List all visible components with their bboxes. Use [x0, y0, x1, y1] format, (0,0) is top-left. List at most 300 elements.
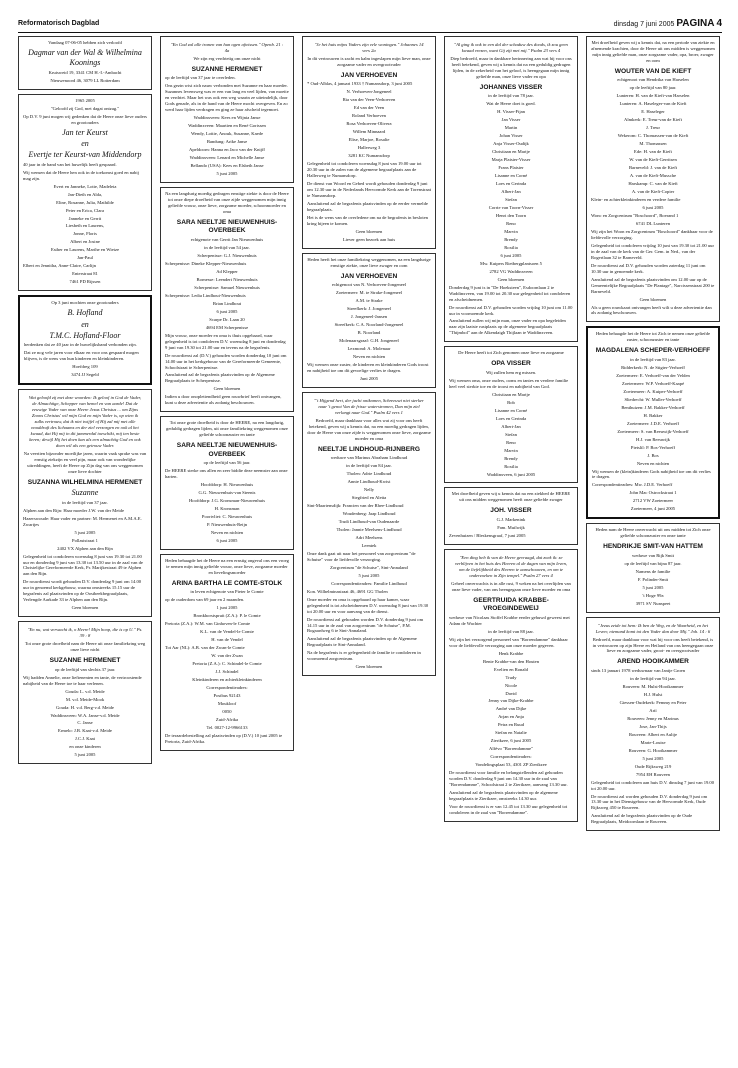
detail-text: Zoetermeer, 4 juni 2005 [630, 506, 676, 512]
detail-text: 7954 EH Rouveen [636, 771, 670, 777]
detail-text: 6 juni 2005 [642, 204, 664, 210]
detail-text: Zoetermeer: E. Verhoeff-van der Velden [616, 372, 690, 378]
detail-text: Zevenhuizen / Bleskensgraaf, 7 juni 2005 [449, 532, 526, 538]
announcement [302, 36, 436, 249]
detail-text: A.M. te Strake [355, 298, 383, 304]
deceased-name: SUZANNE HERMENET [191, 65, 263, 73]
detail-text: Nicole [504, 682, 518, 688]
deceased-name: en [81, 319, 89, 329]
detail-text: 2402 VX Alphen aan den Rijn [57, 545, 113, 551]
intro-text: Diep bedroefd, maar in dankbare herinnering aan wat hij voor ons heeft betekend, geven wij u kennis dat na een geduldig gedragen lijden, in de zekerheid van het geloof, is heengegaan mijn innig geliefde man, onze lieve vader en opa [450, 55, 572, 79]
detail-text: Tholen: Adrie Lindhoud [346, 471, 392, 477]
detail-text: De HEERE sterke ons allen en zeer biddie deze neemster aan onze harten. [165, 468, 288, 480]
detail-text: Bornesse: Leendert Nieuwenhuis [196, 276, 258, 282]
detail-text: 3474 JJ Segeld [71, 372, 99, 378]
detail-text: Gelegenheid tot condoleren woensdag 8 juni van 19.30 tot 21.00 uur en donderdag 9 juni van 13.30 tot 13.50 uur in de zaal van de Christelijke Gereformeerde Kerk, Pr. Marijkestraat 49 te Alphen aan den Rijn. [23, 553, 143, 577]
detail-text: echtgenote van Gerrit Jan Nieuwenhuis [190, 237, 264, 243]
detail-text: J.C.J. Kaat [75, 736, 95, 742]
detail-text: Scherpenisse: G.J. Nieuwenhuis [197, 252, 257, 258]
detail-text: Het is de wens van de overledene om na de begrafenis in besloten kring bijeen te komen. [307, 214, 428, 226]
detail-text: 6 juni 2005 [216, 308, 238, 314]
detail-text: Tot Aar (NL): A.B. van der Zwan-le Comte [165, 645, 245, 651]
intro-text: Heden heeft het onze familiekring weggenomen, na een langdurige ernstige ziekte, onze lieve zwager en oom [307, 256, 431, 268]
deceased-name: WOUTER VAN DE KIEFT [614, 67, 692, 75]
detail-text: Zoetermeer: S. van Reeuwijk-Verhoeff [617, 428, 689, 434]
detail-text: Giessen-Oudekerk: Femmy en Peter [619, 699, 687, 705]
detail-text: Hoofddorp: H. Nieuwenhuis [200, 482, 254, 488]
detail-text: Roland Verhoeven [352, 113, 386, 119]
detail-text: Kon. Wilhelminastraat 46, 4691 GG Tholen [307, 588, 388, 594]
detail-text: Aansluitend zal de begrafenis plaatsvinden op de Oude Begraafplaats, Meidoornlaan te Rouveen. [591, 813, 693, 825]
detail-text: Marie-Louise [640, 739, 666, 745]
detail-text: Molenaarsgraaf: G.H. Jongeneel [339, 338, 399, 344]
deceased-name: JAN VERHOEVEN [340, 272, 398, 280]
detail-text: Bandung: Arike Janse [206, 139, 248, 145]
detail-text: 0050 [222, 709, 232, 714]
detail-text: Waddinxveen: Lenard en Michelle Janse [189, 155, 265, 161]
intro-text: "Geloofd zij God, met dagat ontzag." [50, 105, 120, 111]
detail-text: H.J. Hulst [643, 691, 663, 697]
detail-text: Wij wensen dat de Heere hen ook in de toekomst goed en nabij mag zijn. [23, 169, 139, 181]
detail-text: Tel. 0027-12-9966133 [206, 724, 248, 730]
detail-text: De rouwdienst zal D.V. gehouden worden vrijdag 10 juni om 11.00 uur in voornoemde kerk. [449, 304, 573, 316]
detail-text: Stefan en Natalie [495, 730, 527, 736]
detail-text: op de leeftijd van 80 jaar. [629, 85, 677, 91]
detail-text: De rouwdienst zal D.V. gehouden worden zaterdag 11 juni om 10.30 uur in genoemde kerk. [591, 262, 706, 274]
detail-text: A. van de Kieft-Copier [631, 189, 675, 194]
intro-text: Heden nam de Heere onverwacht uit ons midden tot Zich onze geliefde schoonzuster en onze tante [595, 527, 711, 539]
detail-text: Reno [506, 220, 516, 226]
detail-text: Waddinxveen, 6 juni 2005 [486, 471, 536, 477]
intro-text: De Heere heeft tot Zich genomen onze lieve en zorgzame [458, 350, 564, 356]
detail-text: M. Thomassen [639, 141, 667, 147]
detail-text: De rouwdienst zal (D.V.) gehouden worden donderdag 10 juni om 14.00 uur in het kerkgebouw van de Gereformeerde Gemeente, Schoolstraat te Scherpenisse. [165, 352, 287, 370]
intro-text: Tot onze grote droefheid is door de HEERE, na een langdurig, geduldig gedragen lijden, uit onze familiekring weggenomen onze geliefde schoonzuster en tante [166, 420, 288, 438]
detail-text: Indien u door onoplettendheid geen rouwbrief heeft ontvangen, kunt u deze advertentie als zodanig beschouwen. [165, 394, 282, 406]
detail-text: Jenny van Dijke-Krabbe [488, 698, 534, 704]
detail-text: Ad Klepper [216, 268, 238, 274]
detail-text: Eline, Rosanne, Julia, Mathilde [56, 199, 114, 205]
detail-text: Wij zijn het verzorgend personeel van "Borrendamme" dankbaar voor de liefdevolle verzorging aan onze moeder gegeven. [449, 636, 568, 648]
detail-text: Apeldoorn: Hanna en Jaco van der Knijff [189, 147, 265, 153]
deceased-name: T.M.C. Hofland-Floor [49, 330, 121, 340]
detail-text: echtgenoot van Hendrika van Harselen [617, 77, 689, 83]
detail-text: Benie Krabbe-van den Houten [483, 658, 539, 664]
detail-text: Rouveen: G. Hooikammer [628, 747, 678, 753]
detail-text: 5 juni 2005 [74, 752, 96, 758]
detail-text: Scherpenisse: Samuel Nieuwenhuis [194, 284, 260, 290]
detail-text: Pietslil: P. Bos-Verhoeff [630, 444, 676, 450]
detail-text: Zoetermeer: W.P. Verhoeff-Kaapé [621, 380, 685, 386]
detail-text: De rouwdienst zal worden gehouden D.V. donderdag 9 juni om 13.30 uur in het Dienstgebouw van de Hervormde Kerk, Oude Rijksweg 450 te Rouveen. [591, 793, 708, 811]
intro-text: Na een langdurig moedig gedragen ernstige ziekte is door de Heere tot onze diepe droefheid van onze zijde weggenomen mijn innig geliefde vrouw, onze lieve, zorgzame moeder, schoonmoeder en oma [165, 191, 289, 214]
announcement [160, 554, 294, 751]
announcement [586, 617, 720, 832]
verse: "Een ding heb ik van de Heere gevraagd, dat zoek ik: ze verblijven in het huis des Heeren al de dagen van mijn leven, om de liefelijkheid des Heeren te aanschouwen, en om te onderzoeken in Zijn tempel." Psalm 27 vers 4 [454, 554, 568, 578]
detail-text: Rouveen: M. Hulst-Hooikammer [622, 683, 684, 689]
detail-text: Bronkhorstspruit (Z.A.): P. le Comte [193, 613, 261, 619]
detail-text: Almkerk: E. Treur-van de Kieft [624, 117, 682, 123]
deceased-name: MAGDALENA SCHEPER-VERHOEFF [595, 347, 711, 355]
detail-text: E. Haseleger [641, 109, 665, 115]
detail-text: David [505, 690, 517, 696]
detail-text: Gelegenheid tot condoleren woensdag 8 juni van 19.00 uur tot 20.30 uur in de zalen van de algemene begraafplaats aan de Hallerweg te Numansdorp. [307, 161, 422, 179]
detail-text: J. Bos [647, 452, 659, 458]
detail-text: Streefkerk: J. Jongeneel [346, 306, 391, 312]
detail-text: en onze kinderen [69, 744, 101, 750]
detail-text: Zorgcentrum "de Schutse", Sint-Annaland [330, 564, 408, 570]
announcement [586, 326, 720, 519]
detail-text: Sint-Maartensdijk: Francien van der Rhee-Lindhoud [307, 503, 404, 508]
detail-text: C. Janse [77, 720, 93, 726]
detail-text: Anja Visser-Oudijk [493, 141, 529, 147]
detail-text: Evert en Janneke, Lotte, Madeleia [53, 183, 117, 189]
detail-text: Wij wensen de (klein)kinderen Gods nabijheid toe om dit verlies te dragen. [592, 468, 711, 480]
detail-text: Henri den Toorn [495, 212, 527, 218]
detail-text: Kleinkinderen en achterkleinkinderen [192, 677, 262, 683]
detail-text: 40 jaar in de band van het huwelijk heeft gespaard. [23, 161, 117, 167]
detail-text: Pretoria (Z.A.): W.M. van Ginhoven-le Comte [165, 621, 251, 627]
detail-text: Gelegenheid tot condoleren vrijdag 10 juni van 19.30 tot 21.00 uur in de zaal van de kerk van de Ger. Gem. in Ned., van der Rogertlaan 32 te Barneveld. [591, 242, 714, 260]
verse: "Je het huis mijns Vaders zijn vele woningen." Johannes 14 vers 2a [314, 42, 424, 53]
detail-text: Marja Plaisier-Visser [491, 157, 531, 163]
detail-text: Wij wensen oma, onze ouders, ooms en tantes en verdere familie heel veel sterkte toe en de troost en nabijheid van God. [449, 377, 569, 389]
detail-text: Neven en nichten [210, 530, 244, 536]
intro-text: Tot onze grote droefheid nam de Heere uit onze familiekring weg onze lieve nicht [24, 641, 146, 653]
detail-text: in de leeftijd van 83 jaar. [630, 356, 676, 362]
detail-text: Juni 2005 [360, 375, 378, 381]
detail-text: Rouveen: Albert en Aultje [628, 731, 678, 737]
detail-text: Janneke en Gerrit [68, 215, 102, 221]
deceased-name: JAN VERHOEVEN [340, 71, 398, 79]
detail-text: Namens de familie [635, 568, 671, 574]
intro-text: Vandaag 07-06-05 hebben zich verloofd [48, 40, 122, 45]
detail-text: Correspondentieadres: [490, 754, 532, 760]
detail-text: in de leeftijd van 88 jaar. [488, 628, 534, 634]
detail-text: Klein- en achterkleinkinderen en verdere familie [591, 196, 681, 202]
detail-text: Geen bloemen [497, 276, 525, 282]
verse: "'t Hijgend hert, der jacht ontkomen, Schreeuwt niet sterker naar 't genot Van de frisse waterstromen, Dan mijn ziel verlangt naar God." Psalm 42 vers 1 [314, 397, 424, 415]
detail-text: Aansluitend zal de begrafenis plaatsvinden op de algemene begraafplaats te Zierikzee, omstreeks 14.30 uur. [449, 790, 558, 802]
detail-text: Wendy, Lottie, Anouk, Susanne, Kaede [190, 131, 264, 137]
detail-text: 5 juni 2005 [74, 529, 96, 535]
detail-text: Lisanne en Corné [494, 173, 528, 179]
detail-text: Vondelingsplaat 53, 4301 ZP Zierikzee [475, 762, 547, 768]
detail-text: Barneveld: J. van de Kieft [628, 165, 678, 171]
detail-text: Roxilia [504, 244, 518, 250]
detail-text: Rosa Verhoeven-Olivera [346, 121, 392, 127]
detail-text: Enterstraat 81 [72, 271, 98, 277]
detail-text: Loes en Gerinda [495, 181, 527, 187]
detail-text: De teraardebestelling zal plaatsvinden op (D.V.) 10 juni 2005 te Pretoria, Zuid-Afrika. [165, 732, 283, 744]
detail-text: Nelly [363, 487, 375, 493]
detail-text: André van Dijke [495, 706, 527, 712]
detail-text: Arjan en Anja [498, 714, 524, 720]
announcement [444, 549, 578, 822]
verse: "En nu, wat verwacht ik, o Heere! Mijn hoop, die is op U." Ps. 39 : 8 [27, 627, 143, 639]
detail-text: K.L. van de Vendel-le Comte [200, 629, 254, 635]
detail-text: Pollaststraat 1 [72, 537, 98, 543]
detail-text: Hazerswoude: Haar vader en partner: M. Hermenet en A.M.A.E. Zwartjes [23, 515, 142, 527]
detail-text: Liever geen bezoek aan huis [342, 236, 396, 242]
detail-text: 6 juni 2005 [216, 538, 238, 544]
detail-text: Mw. Kuipers Rietbergplantsoen 5 [480, 260, 542, 266]
detail-text: 2712 VW Zoetermeer [632, 498, 674, 504]
detail-text: Alfévo "Borrendamme" [489, 746, 533, 752]
detail-text: Sliedrecht: W. Muller-Verhoeff [624, 396, 682, 402]
detail-text: Evelien en Ronald [494, 666, 528, 672]
detail-text: De rouwdienst zal gehouden worden D.V. donderdag 9 juni om 14.15 uur in de zaal van zorgcentrum "de Schutse", P.M. Bogaardweg 6 te Sint-Annaland. [307, 616, 424, 634]
detail-text: Brendy [504, 455, 518, 461]
announcement [18, 621, 152, 764]
detail-text: op de ouderdom van 69 jaar en 2 maanden. [165, 597, 245, 603]
announcement [18, 36, 152, 90]
detail-text: Frans Plaisier [498, 165, 524, 171]
detail-text: weduwe van Rijk Smit [632, 552, 674, 558]
detail-text: 3281 KC Numansdorp [348, 153, 390, 159]
detail-text: Liesbeth en Laurens, [65, 223, 105, 229]
detail-text: Hallerweg 3 [357, 145, 381, 151]
announcement [18, 295, 152, 385]
deceased-name: SARA NEELTJE NIEUWENHUIS-OVERBEEK [176, 442, 278, 458]
detail-text: H. Bakker [643, 412, 663, 418]
detail-text: Alphen aan den Rijn: Haar moeder J.W. van der Meide [23, 507, 124, 513]
detail-text: Wonc en Zorgcentrum "Boschoord", Boerand 1 [591, 212, 679, 218]
verse: Wat geloofd zij met deze woorden: Ik geloof in God de Vader, de Almachtige, Schepper van hemel en van aarde! Dat de eeuwige Vader van onze Heere Jezus Christus ... om Zijns Zoons Christus' wil mijn God en mijn Vader is, op wien ik zulks vertrouw, dat ik niet twijfel of Hij zal mij met alle nooddruft des lichaams en der ziel verzorgen en ook al het kwaad, dat Hij mij in dit jammerdal toeschikt, mij ten beste keren; dewijl Hij het doen kan als een almachtig God en ook doen wil als een getrouw Vader. [28, 395, 142, 448]
detail-text: Kruisweid 19, 3341 CM H.-I.-Ambacht [48, 69, 122, 75]
announcement [586, 36, 720, 322]
detail-text: Leentek [361, 542, 377, 548]
detail-text: Neven en nichten [352, 353, 386, 359]
detail-text: Zoetermeer: M. te Strake-Jongeneel [335, 290, 403, 296]
detail-text: Esther en Laurens, Marthe en Wietze [50, 247, 120, 253]
detail-text: Geen bloemen [213, 386, 241, 392]
detail-text: Marvin [504, 228, 518, 234]
detail-text: 5 juni 2005 [358, 572, 380, 578]
detail-text: 't Hoge 99a [642, 592, 664, 598]
announcement [160, 416, 294, 550]
detail-text: Wij wensen onze zuster, de kinderen en kleinkinderen Gods troost en nabijheid toe om dit gevoelige verlies te dragen. [307, 361, 429, 373]
detail-text: Ria van der Veen-Verhoeven [342, 97, 396, 103]
detail-text: Als u geen rouwkaart ontvangen heeft wilt u deze advertentie dan als zodanig beschouwen. [591, 304, 712, 316]
detail-text: Geen bloemen [355, 664, 383, 670]
detail-text: Geen bloemen [639, 296, 667, 302]
detail-text: Waddinxveen: Maartien en René Gorissen [188, 123, 266, 129]
detail-text: Adri Meelsens [355, 534, 383, 540]
intro-text: Heden behaagde het de Heere tot Zich te nemen onze geliefde zuster, schoonzuster en tante [595, 331, 711, 343]
deceased-name: JOH. VISSER [490, 507, 532, 515]
detail-text: H. Visser-Fijan [497, 109, 525, 115]
detail-text: Corrie van Toorn-Visser [488, 204, 534, 210]
detail-text: Lisanne en Corné [494, 407, 528, 413]
intro-text: Op D.V. 9 juni mogen wij gedenken dat de Heere onze lieve ouders en grootouders [23, 113, 147, 125]
detail-text: Trudy [505, 674, 517, 680]
detail-text: Waddinxveen: W.A. Janse-v.d. Meide [50, 712, 120, 718]
detail-text: Wat de Heere doet is goed. [486, 101, 536, 107]
detail-text: Waddinxveen: Kees en Wijnia Janse [193, 115, 261, 121]
verse: "En God zal alle tranen van hun ogen afwissen." Openb. 21 : 4a [170, 42, 284, 53]
detail-text: Dat ze nog vele jaren voor elkaar en voor ons gespaard mogen blijven, is de wens van hun kinderen en kleinkinderen. [24, 350, 139, 362]
detail-text: B. Noorland [357, 330, 381, 336]
deceased-name: Jan ter Keurst [62, 127, 108, 137]
column-5 [586, 36, 720, 1054]
deceased-name: en [81, 138, 89, 148]
detail-text: Poortvliet: C. Nieuwenhuis [201, 514, 253, 520]
detail-text: N. Verhoeven-Jongeneel [346, 89, 392, 95]
detail-text: Voor de rouwdienst is er van 12.45 tot 13.30 uur gelegenheid tot condoleren in de zaal van "Borrendamme". [449, 804, 568, 815]
detail-text: Rouveen: Jenny en Marinus [627, 715, 679, 721]
detail-text: Brian Lindhout [212, 300, 242, 306]
announcement [18, 94, 152, 292]
detail-text: Onze dank gaat uit naar het personeel van zorgcentrum "de Schutse" voor de liefdevolle verzorging. [307, 550, 416, 562]
column-1 [18, 36, 152, 1054]
detail-text: Jan-Paul [77, 255, 93, 261]
detail-text: Moukloof [217, 701, 237, 707]
detail-text: in de leeftijd van 94 jaar. [630, 675, 676, 681]
announcement [444, 346, 578, 483]
detail-text: Hoefdreg 109 [72, 364, 98, 370]
detail-text: weduwe van Marinus Abraham Lindhoud [330, 455, 408, 461]
page-header [18, 18, 722, 33]
detail-text: 5 juni 2005 [642, 584, 664, 590]
detail-text: echtgenoot van N. Verhoeven-Jongeneel [331, 282, 407, 288]
detail-text: De rouwdienst wordt gehouden D.V. donderdag 9 juni om 14.00 uur in genoemd kerkgebouw, waarna omstreeks 15.15 uur de begrafenis zal plaatsvinden op de Oostbeekbegraafplaats, Verlengde Aarkade 33 te Alphen aan den Rijn. [23, 579, 142, 603]
intro-text: Met droefheid geven wij u kennis dat, na een periode van ziekte en afnemende krachten, door de Heere uit ons midden is weggenomen mijn innig geliefde man, onze zorgzame vader, opa, broer, zwager en oom [591, 40, 715, 63]
detail-text: Zoetermeer: J.D.E. Verhoeff [627, 420, 679, 426]
detail-text: J.J. Schindel [215, 669, 239, 675]
verse: "Jezus zeide tot hem: Ik ben de Weg, en de Waarheid, en het Leven; niemand komt tot den Vader dan door Mij." Joh. 14 : 6 [595, 622, 711, 634]
detail-text: Na de begrafenis is er gelegenheid de familie te condoleren in voornoemd zorgcentrum. [307, 650, 421, 662]
detail-text: Zoetermeer: A. Kuiper-Verhoeff [623, 388, 683, 394]
detail-text: Ons gezin wist zich nauw verbonden met Suzanne en haar moeder. Suzannes levensweg was er een van lang en veel lijden, van moeite en verdriet. Maar het was ook een weg waarin ze uiteindelijk, door Gods genade, als in de hand van de Heere mocht overgeven. En zo werd haar lijden verdragen en ging ze haar afscheid tegemoet. [165, 83, 289, 113]
intro-text: Na veertien bijzonder moeilijke jaren, waarin vaak sprake was van ernstig ziekzijn en veel pijn, maar ook van wonderlijke uitreddingen, heeft de Heere op Zijn dag van ons weggenomen onze lieve dochter [23, 450, 147, 474]
detail-text: Hoofddorp: J.G. Kronsman-Nieuwenhuis [188, 498, 266, 504]
detail-text: F. Polinder-Smit [637, 576, 669, 582]
detail-text: Streefkerk: C.A. Noorland-Jongeneel [334, 322, 404, 328]
deceased-name: OPA VISSER [491, 360, 531, 368]
detail-text: Albert en Josine [70, 239, 100, 245]
detail-text: H. van de Vendel [211, 637, 243, 643]
verse: "Al ging ik ook in een dal der schaduw des doods, ik zou geen kwaad vrezen, want Gij zijt met mij." Psalm 23 vers 4 [454, 42, 568, 53]
detail-text: 6 juni 2005 [500, 252, 522, 258]
detail-text: Trudi Lindhoud-van Oudenaarde [338, 518, 400, 524]
deceased-name: SARA NEELTJE NIEUWENHUIS-OVERBEEK [176, 218, 278, 235]
detail-text: Ariï [649, 707, 657, 713]
detail-text: Willem Minnaard [352, 129, 386, 135]
detail-text: Stefan [505, 196, 517, 202]
detail-text: Scarpe Dr. Laan 20 [209, 316, 245, 322]
detail-text: John Mac Ostrockstraat 1 [629, 490, 677, 496]
detail-text: in de leeftijd van 84 jaar. [346, 463, 392, 469]
detail-text: 4694 EM Scherpenisse [205, 324, 249, 330]
announcement [302, 253, 436, 388]
intro-text: Bedroefd, maar dankbaar voor alles wat zij voor ons heeft betekend, geven wij u kennis dat, na een moedig gedragen lijden, door de Heere van onze zijde is weggenomen onze lieve, zorgzame moeder en oma [307, 417, 431, 441]
detail-text: Zuid-Afrika [215, 716, 239, 722]
detail-text: Nieuwenoord 46, 3079 LL Rotterdam [50, 77, 120, 83]
detail-text: Ede: H. van de Kieft [634, 149, 672, 155]
detail-text: M. v.d. Meide-Mook [65, 696, 105, 702]
detail-text: 5 juni 2005 [642, 755, 664, 761]
detail-text: Lunteren: A. Haseleger-van de Kieft [619, 101, 687, 107]
detail-text: J. Jongeneel-Jansen [350, 314, 388, 320]
detail-text: op de leeftijd van slechts 37 jaar. [54, 666, 116, 672]
detail-text: Geen bloemen [355, 228, 383, 234]
detail-text: Gouda: H. v.d. Berg-v.d. Meide [56, 704, 114, 710]
detail-text: Geen bloemen [71, 605, 99, 611]
detail-text: Henk Krabbe [498, 650, 524, 656]
detail-text: Ermelo: J.B. Kaat-v.d. Meide [58, 728, 112, 734]
detail-text: Roxilia [504, 463, 518, 469]
detail-text: Benthuizen: J.M. Bakker-Verhoeff [621, 404, 685, 410]
detail-text: sinds 13 januari 1978 weduwnaar van Jantje Groen [591, 668, 686, 673]
intro-text: 1965 2005 [75, 97, 95, 103]
detail-text: in de leeftijd van 37 jaar. [62, 499, 108, 505]
detail-text: in de leeftijd van 78 jaar. [488, 93, 534, 99]
detail-text: Peter en Erica, Clara [65, 207, 104, 213]
detail-text: Jan Visser [501, 117, 521, 123]
deceased-name: AREND HOOIKAMMER [617, 658, 689, 666]
detail-text: in leven echtgenote van Pieter le Comte [190, 589, 264, 595]
detail-text: Donderdag 9 juni is in "De Hoeksteen", Esdoornlaan 2 te Waddinxveen, van 19.00 tot 20.30 uur gelegenheid tot condoleren en afscheidnemen. [449, 284, 571, 302]
detail-text: * Oud-Alblas, 4 januari 1933 † Numansdorp, 3 juni 2005 [307, 81, 413, 87]
detail-text: 2782 VG Waddinxveen [489, 268, 533, 274]
deceased-name: Suzanne [71, 488, 99, 498]
deceased-name: Dagmar van der Wal & Wilhelmina Koonings [28, 47, 142, 68]
detail-text: Brendy [504, 236, 518, 242]
detail-text: J. Treur [645, 125, 661, 131]
deceased-name: GEERTRUIDA KRABBE-VROEGINDEWEIJ [473, 596, 549, 613]
intro-text: In dit vertrouwen is zacht en kalm ingeslapen mijn lieve man, onze zorgzame vader en overgrootvader [307, 55, 431, 67]
detail-text: Aansluitend zal de begrafenis plaatsvinden op de Algemene Begraafplaats te Scherpenisse. [165, 372, 275, 384]
detail-text: Harskamp: C. van de Kieft [628, 181, 678, 187]
intro-text: Bedroefd, maar dankbaar voor wat hij voor ons heeft betekend, is in vertrouwen op zijn Heere en Heiland van ons heengegaan onze lieve en zorgzame vader, groot- en overgrootvader [592, 636, 714, 654]
detail-text: Albert-Jan [501, 423, 521, 429]
detail-text: De dienst van Woord en Gebed wordt gehouden donderdag 9 juni om 12.30 uur in de Nederlands Hervormde Kerk aan de Torenstraat te Numansdorp. [307, 181, 431, 198]
detail-text: Oude Rijksweg 219 [634, 763, 672, 769]
column-4 [444, 36, 578, 1054]
detail-text: Aansluitend zullen wij mijn man, onze vader en opa begeleiden naar zijn laatste rustplaats op de algemene begraafplaats "Thijmbol" aan de Alkendaigh Thijlaan te Waddinxveen. [449, 318, 566, 336]
detail-text: G.G. Nieuwenhuis-van Steenis [198, 490, 256, 496]
detail-text: Christiaan en Marije [492, 391, 530, 397]
detail-text: Albert-Jan [501, 189, 521, 194]
deceased-name: B. Hofland [67, 308, 103, 318]
page-date: dinsdag 7 juni 2005 PAGINA 4 [613, 18, 722, 29]
detail-text: Stefan [505, 431, 517, 437]
column-2 [160, 36, 294, 1054]
detail-text: Petra en Ruud [497, 722, 525, 728]
announcement [444, 36, 578, 342]
detail-text: W. van der Zwan [211, 653, 243, 659]
detail-text: herdenken dat ze 40 jaar in de huwelijksband verbonden zijn. [24, 342, 137, 348]
deceased-name: SUZANNA WILHELMINA HERMENET [27, 478, 143, 486]
intro-text: Geheel onverwachts is in alle rust, 9 weken na het overlijden van onze lieve vader, van ons heengegaan onze lieve moeder en oma [451, 580, 571, 592]
detail-text: 3971 SV Nunspeet [635, 600, 671, 606]
detail-text: Lexmond: A. Molenaar [347, 346, 391, 351]
detail-text: Correspondentieadres: [206, 685, 248, 691]
detail-text: Johan Visser [499, 133, 523, 139]
newspaper-name: Reformatorisch Dagblad [18, 20, 100, 27]
detail-text: Scherpenisse: Dineke Klepper-Nieuwenhuis [165, 260, 247, 266]
detail-text: Neven en nichten [636, 460, 670, 466]
announcement [444, 487, 578, 544]
detail-text: A. van de Kieft-Mussche [629, 173, 677, 179]
detail-text: 1 juni 2005 [216, 605, 238, 611]
deceased-name: Evertje ter Keurst-van Middendorp [28, 150, 142, 160]
detail-text: Ed van der Veen [353, 105, 385, 111]
detail-text: P. Nieuwenhuis-Reijn [206, 522, 248, 528]
detail-text: Reno [506, 439, 516, 445]
deceased-name: NEELTJE LINDHOUD-RIJNBERG [317, 445, 421, 453]
